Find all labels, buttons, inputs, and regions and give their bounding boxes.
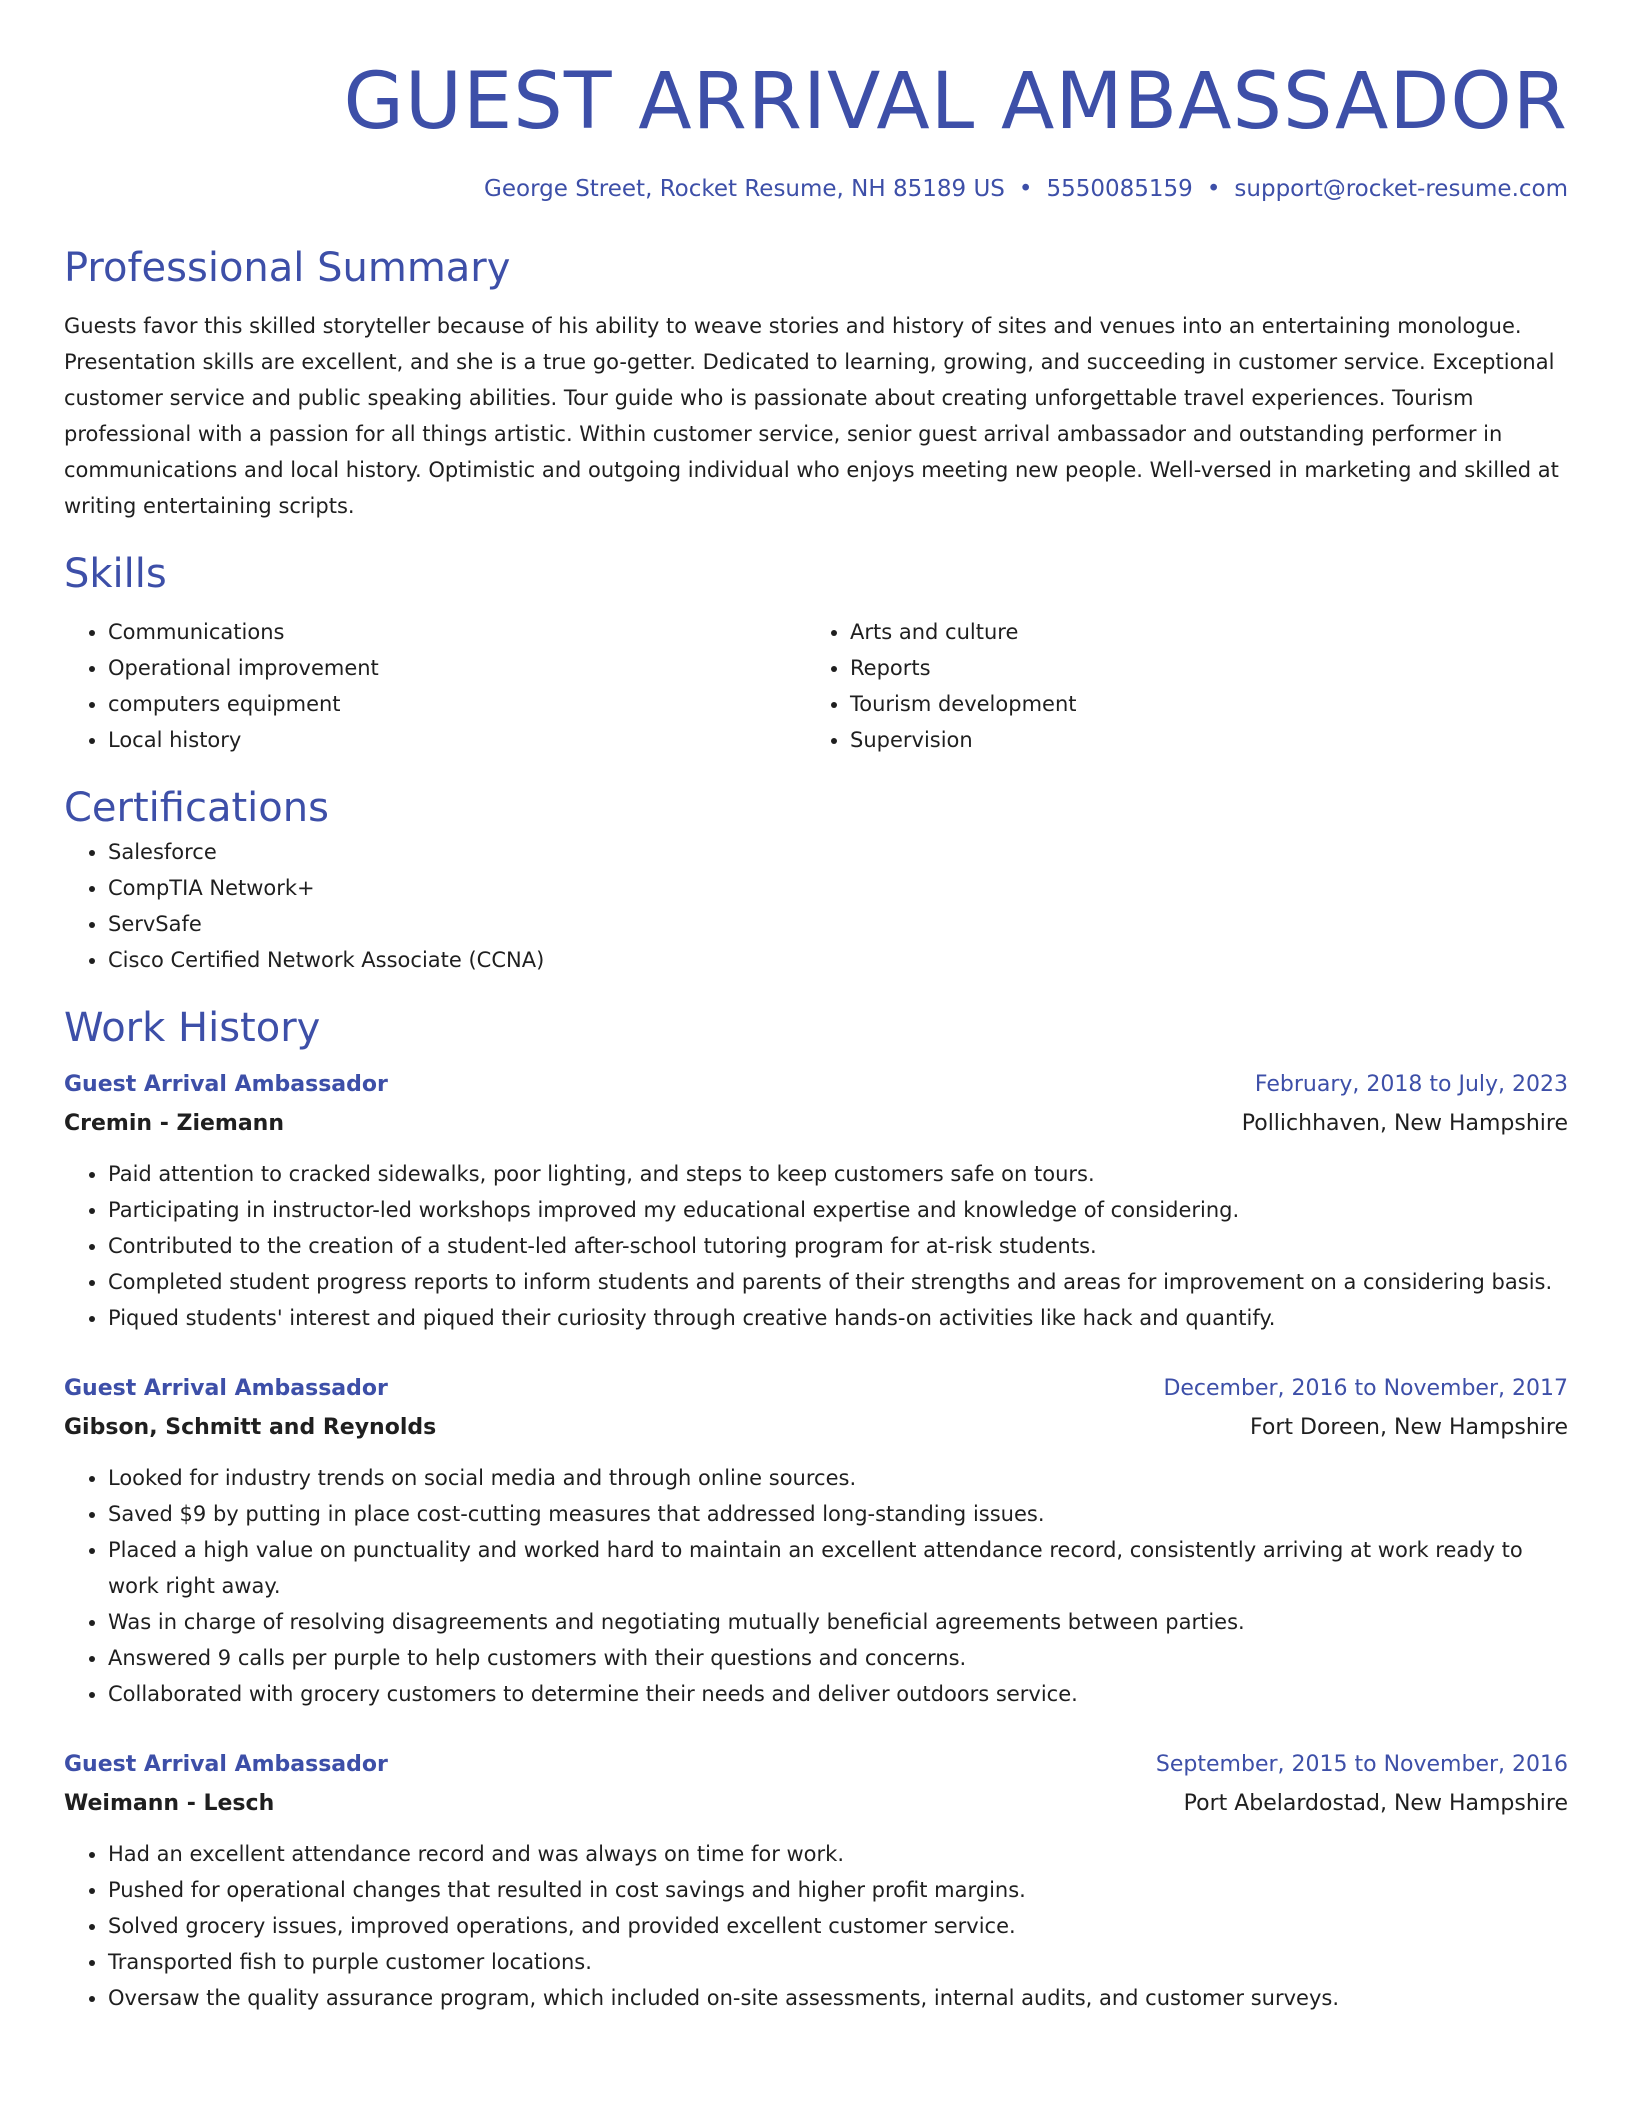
candidate-name: GUEST ARRIVAL AMBASSADOR — [343, 57, 1568, 147]
skills-column-right — [806, 614, 1548, 758]
job-title: Guest Arrival Ambassador — [64, 1752, 388, 1777]
job-bullet: • Participating in instructor-led workshops improved my educational expertise and knowledge of considering. — [108, 1192, 1568, 1228]
job-bullet: • Solved grocery issues, improved operations, and provided excellent customer service. — [108, 1908, 1568, 1944]
certification-item: • ServSafe — [108, 906, 1568, 942]
job-location: Fort Doreen, New Hampshire — [1250, 1415, 1568, 1440]
work-history-heading: Work History — [64, 1005, 321, 1051]
summary-text: Guests favor this skilled storyteller because of his ability to weave stories and history of sites and venues into an entertaining monologue. Presentation skills are excellent, and she is a true go-getter. Dedicated to learning, growing, and succeeding in customer service. Exceptional customer service and public speaking abilities. Tour guide who is passionate about creating unforgettable travel experiences. Tourism professional with a passion for all things artistic. Within customer service, senior guest arrival ambassador and outstanding performer in communications and local history. Optimistic and outgoing individual who enjoys meeting new people. Well-versed in marketing and skilled at writing entertaining scripts. — [64, 314, 1559, 518]
contact-email: support@rocket-resume.com — [1234, 176, 1568, 202]
skill-item: • Arts and culture — [850, 614, 1548, 650]
certifications-heading: Certifications — [64, 785, 329, 831]
job-entry — [64, 1370, 1568, 1712]
job-bullet: • Contributed to the creation of a student-led after-school tutoring program for at-risk students. — [108, 1228, 1568, 1264]
job-dates: February, 2018 to July, 2023 — [1254, 1072, 1568, 1097]
skill-item: • Tourism development — [850, 686, 1548, 722]
contact-phone: 5550085159 — [1046, 176, 1193, 202]
job-company: Cremin - Ziemann — [64, 1111, 284, 1136]
job-entry — [64, 1066, 1568, 1336]
job-location: Pollichhaven, New Hampshire — [1241, 1111, 1568, 1136]
job-bullet: • Had an excellent attendance record and was always on time for work. — [108, 1836, 1568, 1872]
job-bullet: • Was in charge of resolving disagreements and negotiating mutually beneficial agreements between parties. — [108, 1604, 1568, 1640]
job-bullet: • Piqued students' interest and piqued their curiosity through creative hands-on activities like hack and quantify. — [108, 1300, 1568, 1336]
skill-item: • computers equipment — [108, 686, 806, 722]
skill-item: • Operational improvement — [108, 650, 806, 686]
job-bullet: • Answered 9 calls per purple to help customers with their questions and concerns. — [108, 1640, 1568, 1676]
job-bullet: • Transported fish to purple customer locations. — [108, 1944, 1568, 1980]
skill-item: • Local history — [108, 722, 806, 758]
job-bullet: • Completed student progress reports to inform students and parents of their strengths and areas for improvement on a considering basis. — [108, 1264, 1568, 1300]
job-dates: December, 2016 to November, 2017 — [1163, 1376, 1568, 1401]
job-title: Guest Arrival Ambassador — [64, 1376, 388, 1401]
contact-address: George Street, Rocket Resume, NH 85189 US — [484, 176, 1005, 202]
contact-line — [64, 172, 1568, 206]
job-bullet: • Saved $9 by putting in place cost-cutting measures that addressed long-standing issues. — [108, 1496, 1568, 1532]
job-bullet: • Pushed for operational changes that resulted in cost savings and higher profit margins. — [108, 1872, 1568, 1908]
job-entry — [64, 1746, 1568, 2016]
skill-item: • Communications — [108, 614, 806, 650]
skills-list — [64, 614, 1568, 758]
job-bullet: • Collaborated with grocery customers to determine their needs and deliver outdoors service. — [108, 1676, 1568, 1712]
skills-column-left — [64, 614, 806, 758]
certifications-list — [64, 834, 1568, 978]
job-bullet: • Placed a high value on punctuality and worked hard to maintain an excellent attendance record, consistently arriving at work ready to work right away. — [108, 1532, 1568, 1604]
skill-item: • Reports — [850, 650, 1548, 686]
resume-header — [64, 0, 1568, 206]
job-bullets — [64, 1156, 1568, 1336]
job-bullets — [64, 1836, 1568, 2016]
contact-separator: • — [1206, 176, 1221, 202]
skill-item: • Supervision — [850, 722, 1548, 758]
job-company: Weimann - Lesch — [64, 1791, 275, 1816]
skills-heading: Skills — [64, 551, 167, 597]
certification-item: • CompTIA Network+ — [108, 870, 1568, 906]
job-title: Guest Arrival Ambassador — [64, 1072, 388, 1097]
job-bullet: • Paid attention to cracked sidewalks, poor lighting, and steps to keep customers safe on tours. — [108, 1156, 1568, 1192]
job-bullet: • Looked for industry trends on social media and through online sources. — [108, 1460, 1568, 1496]
contact-separator: • — [1018, 176, 1033, 202]
certification-item: • Salesforce — [108, 834, 1568, 870]
job-bullets — [64, 1460, 1568, 1712]
resume-page — [64, 0, 1568, 2016]
job-bullet: • Oversaw the quality assurance program, which included on-site assessments, internal audits, and customer surveys. — [108, 1980, 1568, 2016]
certification-item: • Cisco Certified Network Associate (CCNA) — [108, 942, 1568, 978]
job-dates: September, 2015 to November, 2016 — [1155, 1752, 1568, 1777]
job-company: Gibson, Schmitt and Reynolds — [64, 1415, 437, 1440]
summary-heading: Professional Summary — [64, 245, 511, 291]
job-location: Port Abelardostad, New Hampshire — [1183, 1791, 1568, 1816]
